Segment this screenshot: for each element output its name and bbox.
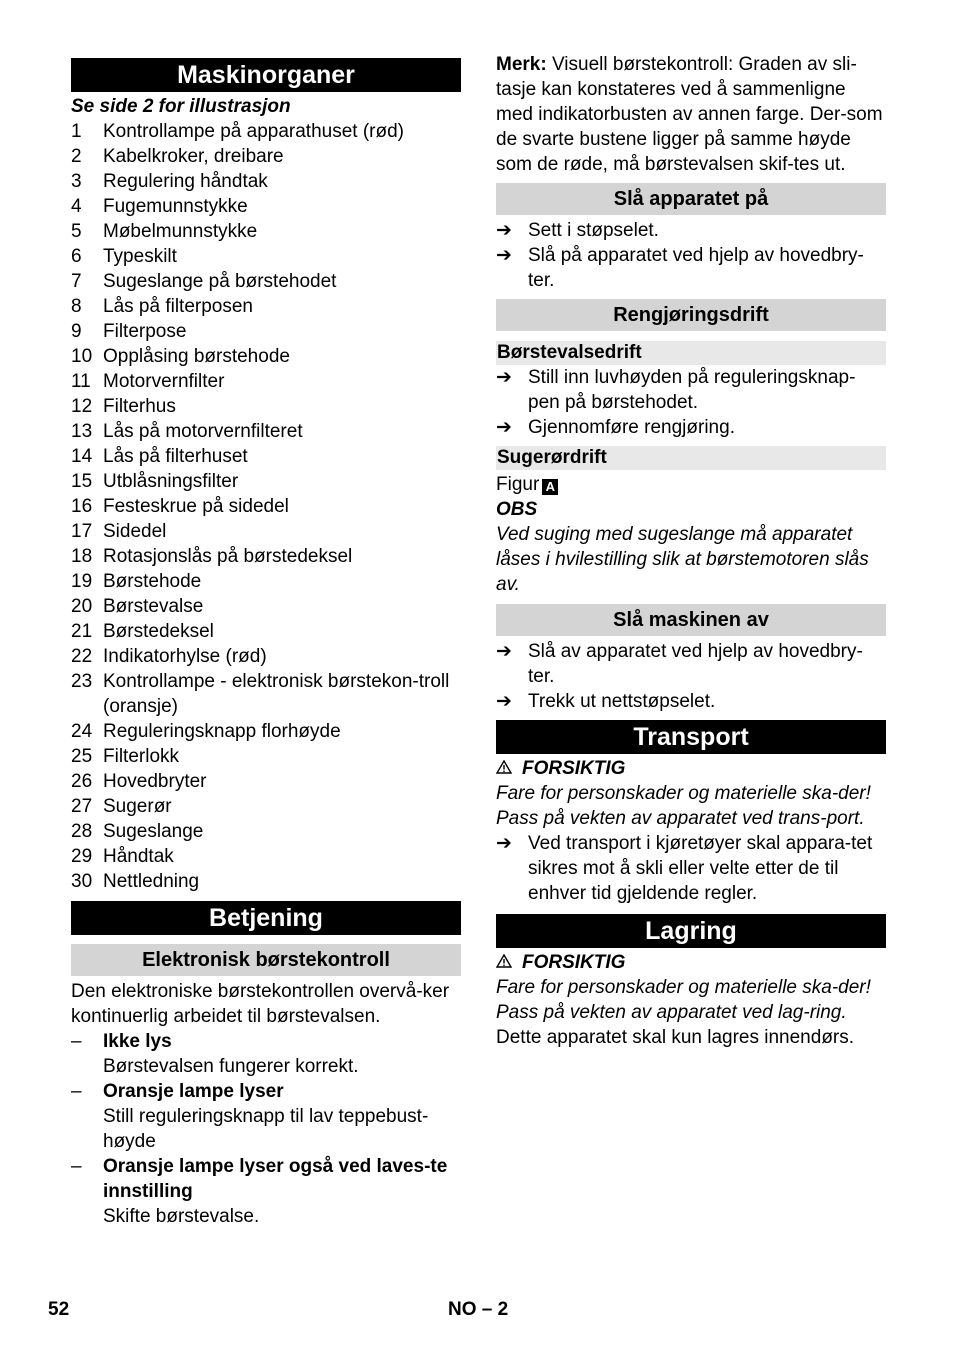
- item-number: 13: [71, 421, 93, 442]
- item-number: 5: [71, 221, 82, 242]
- heading-sugerordrift: Sugerørdrift: [496, 446, 886, 470]
- transport-warning-label: FORSIKTIG: [496, 756, 886, 781]
- item-number: 21: [71, 621, 93, 642]
- heading-elektronisk-borstekontroll: Elektronisk børstekontroll: [71, 944, 461, 976]
- item-number: 6: [71, 246, 82, 267]
- list-item: [71, 144, 461, 169]
- list-item: [71, 644, 461, 669]
- arrow-right-icon: ➔: [496, 417, 512, 438]
- list-item: [71, 244, 461, 269]
- item-text: Hovedbryter: [103, 771, 207, 792]
- indent-spacer: [71, 1054, 103, 1079]
- item-text: Filterlokk: [103, 746, 180, 767]
- item-text: Indikatorhylse (rød): [103, 646, 267, 667]
- step-item: [496, 218, 886, 243]
- item-number: 11: [71, 371, 91, 392]
- ebk-cases: [71, 1029, 461, 1229]
- list-item: [71, 594, 461, 619]
- list-item: [71, 294, 461, 319]
- list-item: [71, 869, 461, 894]
- case-body-row: [71, 1104, 461, 1154]
- item-number: 27: [71, 796, 93, 817]
- step-item: [496, 415, 886, 440]
- heading-betjening: Betjening: [71, 901, 461, 935]
- lagring-warning-text: Fare for personskader og materielle ska-der! Pass på vekten av apparatet ved lag-ring.: [496, 977, 871, 1023]
- list-item: [71, 119, 461, 144]
- item-text: Kontrollampe - elektronisk børstekon-troll (oransje): [103, 671, 450, 717]
- step-text: Trekk ut nettstøpselet.: [528, 691, 716, 712]
- step-item: [496, 243, 886, 293]
- item-number: 25: [71, 746, 93, 767]
- item-number: 15: [71, 471, 93, 492]
- borstevalse-steps: [496, 365, 886, 440]
- sla-pa-steps: [496, 218, 886, 293]
- list-item: [71, 494, 461, 519]
- dash-bullet: –: [71, 1156, 82, 1177]
- item-number: 16: [71, 496, 93, 517]
- arrow-right-icon: ➔: [496, 367, 512, 388]
- item-number: 28: [71, 821, 93, 842]
- step-item: [496, 365, 886, 415]
- item-text: Filterhus: [103, 396, 176, 417]
- case-body-row: [71, 1054, 461, 1079]
- warning-triangle-icon: [496, 756, 522, 781]
- item-text: Sugeslange: [103, 821, 204, 842]
- list-item: [71, 794, 461, 819]
- list-item: [71, 219, 461, 244]
- sla-av-steps: [496, 639, 886, 714]
- item-number: 20: [71, 596, 93, 617]
- step-item: [496, 689, 886, 714]
- list-item: [71, 319, 461, 344]
- step-text: Ved transport i kjøretøyer skal appara-tet sikres mot å skli eller velte etter de til enhver tid gjeldende regler.: [528, 833, 873, 904]
- item-text: Nettledning: [103, 871, 200, 892]
- case-heading: Oransje lampe lyser også ved laves-te innstilling: [103, 1156, 448, 1202]
- list-item: [71, 444, 461, 469]
- list-item: [71, 544, 461, 569]
- list-item: [71, 194, 461, 219]
- figure-reference: [496, 472, 886, 497]
- item-text: Filterpose: [103, 321, 187, 342]
- item-number: 19: [71, 571, 93, 592]
- case-body: Still reguleringsknapp til lav teppebust-høyde: [103, 1106, 429, 1152]
- heading-lagring: Lagring: [496, 914, 886, 948]
- illustration-reference: Se side 2 for illustrasjon: [71, 96, 291, 117]
- dash-bullet: –: [71, 1081, 82, 1102]
- item-text: Rotasjonslås på børstedeksel: [103, 546, 353, 567]
- heading-sla-apparatet-pa: Slå apparatet på: [496, 183, 886, 215]
- list-item: [71, 819, 461, 844]
- case-heading: Ikke lys: [103, 1031, 172, 1052]
- item-number: 12: [71, 396, 93, 417]
- arrow-right-icon: ➔: [496, 641, 512, 662]
- item-number: 14: [71, 446, 93, 467]
- item-number: 10: [71, 346, 93, 367]
- item-number: 26: [71, 771, 93, 792]
- case-body: Skifte børstevalse.: [103, 1206, 260, 1227]
- transport-steps: [496, 831, 886, 906]
- item-number: 2: [71, 146, 82, 167]
- item-text: Børstevalse: [103, 596, 204, 617]
- item-text: Børstehode: [103, 571, 202, 592]
- step-text: Sett i støpselet.: [528, 220, 659, 241]
- page-number: 52: [48, 1299, 70, 1320]
- list-item: [71, 344, 461, 369]
- item-text: Sugerør: [103, 796, 172, 817]
- lagring-note: Dette apparatet skal kun lagres innendørs.: [496, 1027, 855, 1048]
- left-column: [71, 52, 461, 1229]
- dash-bullet: –: [71, 1031, 82, 1052]
- indent-spacer: [71, 1104, 103, 1154]
- case-heading-row: [71, 1029, 461, 1054]
- step-item: [496, 831, 886, 906]
- list-item: [71, 669, 461, 719]
- item-text: Kabelkroker, dreibare: [103, 146, 284, 167]
- item-text: Sidedel: [103, 521, 167, 542]
- heading-maskinorganer: Maskinorganer: [71, 58, 461, 92]
- item-number: 3: [71, 171, 82, 192]
- step-item: [496, 639, 886, 689]
- item-number: 4: [71, 196, 82, 217]
- list-item: [71, 519, 461, 544]
- list-item: [71, 569, 461, 594]
- list-item: [71, 169, 461, 194]
- step-text: Slå på apparatet ved hjelp av hovedbry-ter.: [528, 245, 864, 291]
- figure-letter-icon: A: [542, 479, 558, 495]
- item-number: 18: [71, 546, 93, 567]
- item-text: Festeskrue på sidedel: [103, 496, 289, 517]
- item-text: Sugeslange på børstehodet: [103, 271, 337, 292]
- item-number: 30: [71, 871, 93, 892]
- obs-label: OBS: [496, 499, 538, 520]
- warning-triangle-icon: [496, 950, 522, 975]
- item-text: Reguleringsknapp florhøyde: [103, 721, 341, 742]
- list-item: [71, 469, 461, 494]
- merk-note: [496, 52, 886, 177]
- item-number: 1: [71, 121, 82, 142]
- item-text: Regulering håndtak: [103, 171, 268, 192]
- step-text: Still inn luvhøyden på reguleringsknap-pen på børstehodet.: [528, 367, 856, 413]
- lagring-warning-label: FORSIKTIG: [496, 950, 886, 975]
- heading-transport: Transport: [496, 720, 886, 754]
- item-text: Utblåsningsfilter: [103, 471, 239, 492]
- item-text: Opplåsing børstehode: [103, 346, 290, 367]
- case-body-row: [71, 1204, 461, 1229]
- item-number: 9: [71, 321, 82, 342]
- arrow-right-icon: ➔: [496, 245, 512, 266]
- heading-sla-maskinen-av: Slå maskinen av: [496, 604, 886, 636]
- list-item: [71, 619, 461, 644]
- item-number: 22: [71, 646, 93, 667]
- item-text: Typeskilt: [103, 246, 177, 267]
- item-number: 29: [71, 846, 93, 867]
- item-number: 23: [71, 671, 93, 692]
- case-heading-row: [71, 1154, 461, 1204]
- list-item: [71, 719, 461, 744]
- item-number: 24: [71, 721, 93, 742]
- list-item: [71, 844, 461, 869]
- item-number: 17: [71, 521, 93, 542]
- indent-spacer: [71, 1204, 103, 1229]
- list-item: [71, 369, 461, 394]
- ebk-intro: Den elektroniske børstekontrollen overvå-ker kontinuerlig arbeidet til børstevalsen.: [71, 981, 450, 1027]
- obs-text: Ved suging med sugeslange må apparatet låses i hvilestilling slik at børstemotoren slås av.: [496, 524, 869, 595]
- merk-text: Visuell børstekontroll: Graden av sli-tasje kan konstateres ved å sammenligne med indikatorbusten av annen farge. Der-som de svarte bustene ligger på samme høyde som de røde, må børstevalsen skif-tes ut.: [496, 54, 883, 175]
- item-text: Lås på filterhuset: [103, 446, 248, 467]
- arrow-right-icon: ➔: [496, 220, 512, 241]
- item-text: Håndtak: [103, 846, 174, 867]
- list-item: [71, 419, 461, 444]
- heading-rengjoringsdrift: Rengjøringsdrift: [496, 299, 886, 331]
- list-item: [71, 269, 461, 294]
- case-body: Børstevalsen fungerer korrekt.: [103, 1056, 359, 1077]
- list-item: [71, 769, 461, 794]
- item-text: Motorvernfilter: [103, 371, 225, 392]
- list-item: [71, 394, 461, 419]
- item-text: Kontrollampe på apparathuset (rød): [103, 121, 404, 142]
- item-text: Børstedeksel: [103, 621, 214, 642]
- item-text: Møbelmunnstykke: [103, 221, 258, 242]
- right-column: [496, 52, 886, 1050]
- item-text: Lås på filterposen: [103, 296, 253, 317]
- step-text: Gjennomføre rengjøring.: [528, 417, 735, 438]
- item-text: Fugemunnstykke: [103, 196, 248, 217]
- case-heading-row: [71, 1079, 461, 1104]
- arrow-right-icon: ➔: [496, 833, 512, 854]
- item-text: Lås på motorvernfilteret: [103, 421, 303, 442]
- merk-label: Merk:: [496, 54, 547, 75]
- case-heading: Oransje lampe lyser: [103, 1081, 284, 1102]
- parts-list: [71, 119, 461, 894]
- transport-warning-text: Fare for personskader og materielle ska-der! Pass på vekten av apparatet ved trans-port.: [496, 783, 871, 829]
- heading-borstevalsedrift: Børstevalsedrift: [496, 341, 886, 365]
- list-item: [71, 744, 461, 769]
- item-number: 7: [71, 271, 82, 292]
- step-text: Slå av apparatet ved hjelp av hovedbry-ter.: [528, 641, 863, 687]
- page-code: NO – 2: [448, 1299, 509, 1320]
- item-number: 8: [71, 296, 82, 317]
- figure-label: Figur: [496, 474, 540, 495]
- arrow-right-icon: ➔: [496, 691, 512, 712]
